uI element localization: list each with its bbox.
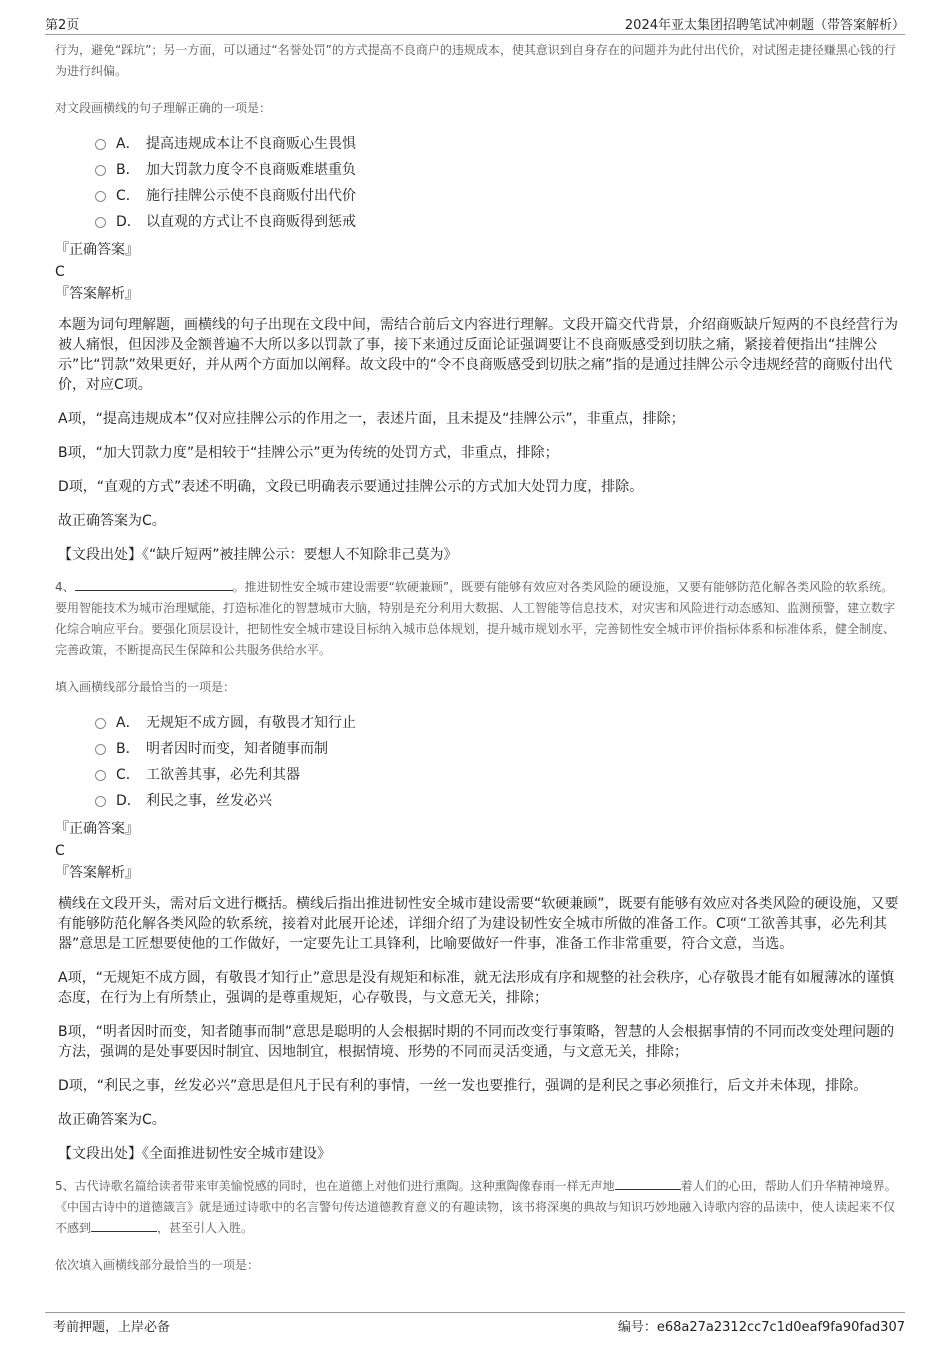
q3-conclusion: 故正确答案为C。 [58,513,166,529]
page-number: 第2页 [45,18,80,33]
q4-option-c[interactable]: C． 工欲善其事，必先利其器 [95,762,900,788]
q3-option-d[interactable]: D． 以直观的方式让不良商贩得到惩戒 [95,209,900,235]
q4-option-a[interactable]: A． 无规矩不成方圆，有敬畏才知行止 [95,710,900,736]
q3-source: 【文段出处】《“缺斤短两”被挂牌公示：要想人不知除非己莫为》 [58,547,458,563]
q4-answer-label: 『正确答案』 [55,821,139,837]
document-title: 2024年亚太集团招聘笔试冲刺题（带答案解析） [624,18,905,33]
q4-option-b[interactable]: B． 明者因时而变，知者随事而制 [95,736,900,762]
q4-analysis-label: 『答案解析』 [55,865,139,881]
q4-option-d-analysis: D项，“利民之事，丝发必兴”意思是但凡于民有利的事情，一丝一发也要推行，强调的是利民之事必须推行，后文并未体现，排除。 [58,1078,868,1094]
q3-answer: C [55,264,65,280]
radio-button[interactable] [95,796,106,807]
radio-button[interactable] [95,217,106,228]
q3-passage-tail: 行为，避免“踩坑”；另一方面，可以通过“名誉处罚”的方式提高不良商户的违规成本，使其意识到自身存在的问题并为此付出代价，对试图走捷径赚黑心钱的行为进行纠偏。 [55,43,896,78]
q3-prompt: 对文段画横线的句子理解正确的一项是： [55,101,272,115]
q5-passage: 5、古代诗歌名篇给读者带来审美愉悦感的同时，也在道德上对他们进行熏陶。这种熏陶像春雨一样无声地 着人们的心田，帮助人们升华精神境界。《中国古诗中的道德箴言》就是通过诗歌中的名言警句传达道德教育意义的有趣读物，该书将深奥的典故与知识巧妙地融入诗歌内容的品读中，使人读起来不仅不感到 ，甚至引人入胜。 [55,1179,897,1235]
q4-option-d[interactable]: D． 利民之事，丝发必兴 [95,788,900,814]
q4-option-b-analysis: B项，“明者因时而变，知者随事而制”意思是聪明的人会根据时期的不同而改变行事策略，智慧的人会根据事情的不同而改变处理问题的方法，强调的是处事要因时制宜、因地制宜，根据情境、形势的不同而灵活变通，与文意无关，排除； [58,1024,895,1060]
page-footer [45,1312,905,1335]
q4-source: 【文段出处】《全面推进韧性安全城市建设》 [58,1146,331,1162]
radio-button[interactable] [95,165,106,176]
q4-analysis: 横线在文段开头，需对后文进行概括。横线后指出推进韧性安全城市建设需要“软硬兼顾”，既要有能够有效应对各类风险的硬设施，又要有能够防范化解各类风险的软系统，接着对此展开论述，详细介绍了为建设韧性安全城市所做的准备工作。C项“工欲善其事，必先利其器”意思是工匠想要使他的工作做好，一定要先让工具锋利，比喻要做好一件事，准备工作非常重要，符合文意，当选。 [58,896,899,952]
q3-option-b[interactable]: B． 加大罚款力度令不良商贩难堪重负 [95,157,900,183]
q3-answer-label: 『正确答案』 [55,242,139,258]
radio-button[interactable] [95,770,106,781]
fill-blank [615,1177,681,1190]
fill-blank [91,1219,157,1232]
q3-options [95,131,900,235]
q5-prompt: 依次填入画横线部分最恰当的一项是： [55,1258,260,1272]
q4-option-a-analysis: A项，“无规矩不成方圆，有敬畏才知行止”意思是没有规矩和标准，就无法形成有序和规整的社会秩序，心存敬畏才能有如履薄冰的谨慎态度，在行为上有所禁止，强调的是尊重规矩，心存敬畏，与文意无关，排除； [58,970,895,1006]
q3-option-a-analysis: A项，“提高违规成本”仅对应挂牌公示的作用之一，表述片面，且未提及“挂牌公示”，非重点，排除； [58,411,685,427]
q4-conclusion: 故正确答案为C。 [58,1112,166,1128]
q3-option-b-analysis: B项，“加大罚款力度”是相较于“挂牌公示”更为传统的处罚方式，非重点，排除； [58,445,559,461]
q4-passage: 4、 。推进韧性安全城市建设需要“软硬兼顾”，既要有能够有效应对各类风险的硬设施，又要有能够防范化解各类风险的软系统。要用智能技术为城市治理赋能，打造标准化的智慧城市大脑，特别是充分利用大数据、人工智能等信息技术，对灾害和风险进行动态感知、监测预警，建立数字化综合响应平台。要强化顶层设计，把韧性安全城市建设目标纳入城市总体规划，提升城市规划水平，完善韧性安全城市评价指标体系和标准体系，健全制度、完善政策，不断提高民生保障和公共服务供给水平。 [55,580,896,657]
radio-button[interactable] [95,139,106,150]
radio-button[interactable] [95,744,106,755]
page-content [55,40,900,1276]
radio-button[interactable] [95,191,106,202]
q3-analysis: 本题为词句理解题，画横线的句子出现在文段中间，需结合前后文内容进行理解。文段开篇交代背景，介绍商贩缺斤短两的不良经营行为被人痛恨，但因涉及金额普遍不大所以多以罚款了事，接下来通过反面论证强调要让不良商贩感受到切肤之痛，紧接着便指出“挂牌公示”比“罚款”效果更好，并从两个方面加以阐释。故文段中的“令不良商贩感受到切肤之痛”指的是通过挂牌公示令违规经营的商贩付出代价，对应C项。 [58,317,898,393]
q4-answer: C [55,843,65,859]
q3-option-c[interactable]: C． 施行挂牌公示使不良商贩付出代价 [95,183,900,209]
q4-options [95,710,900,814]
q3-option-a[interactable]: A． 提高违规成本让不良商贩心生畏惧 [95,131,900,157]
q3-analysis-label: 『答案解析』 [55,286,139,302]
footer-slogan: 考前押题，上岸必备 [53,1320,171,1335]
radio-button[interactable] [95,718,106,729]
q4-prompt: 填入画横线部分最恰当的一项是： [55,680,236,694]
q3-option-d-analysis: D项，“直观的方式”表述不明确，文段已明确表示要通过挂牌公示的方式加大处罚力度，排除。 [58,479,644,495]
page-header [45,12,905,35]
fill-blank [75,578,233,591]
document-code: 编号：e68a27a2312cc7c1d0eaf9fa90fad307 [617,1320,905,1335]
